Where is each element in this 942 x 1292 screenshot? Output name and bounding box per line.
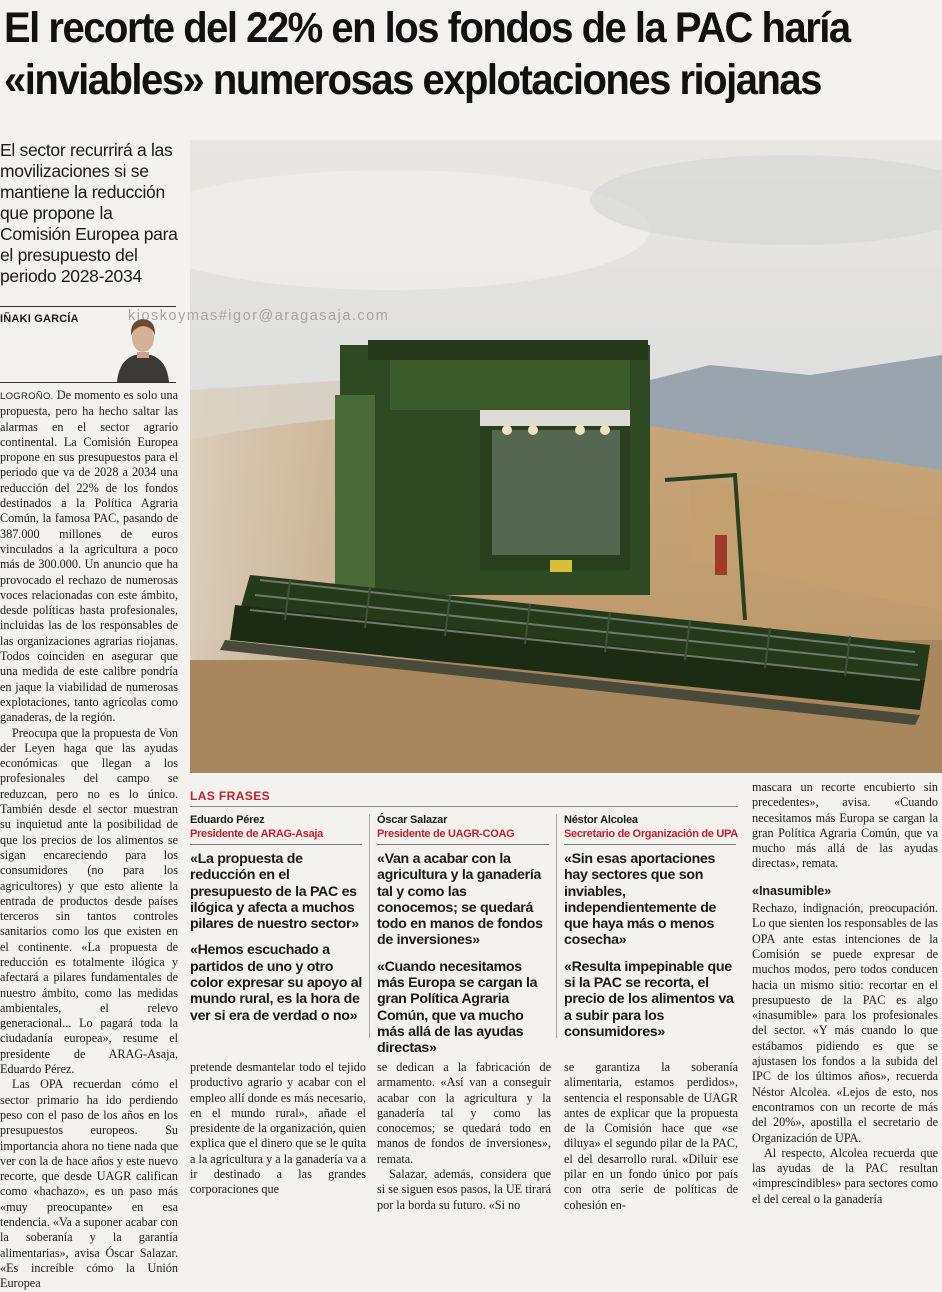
quote-text: «Hemos escuchado a partidos de uno y otro color expresar su apoyo al mundo rural, es la hora de ver si era de verdad o no» — [190, 942, 362, 1024]
body-paragraph — [0, 388, 178, 726]
body-paragraph: Al respecto, Alcolea recuerda que las ayudas de la PAC resultan «imprescindibles» para sectores como el del cereal o la ganadería — [752, 1145, 938, 1206]
body-paragraph: Salazar, además, considera que si se siguen esos pasos, la UE tirará por la borda su futuro. «Si no — [377, 1167, 551, 1212]
body-paragraph: mascara un recorte encubierto sin precedentes», avisa. «Cuando necesitamos más Europa se cargan la gran Política Agraria Común, que va mucho más allá de las ayudas directas», remata. — [752, 780, 938, 871]
quote-speaker-name: Óscar Salazar — [377, 814, 448, 826]
deck-subtitle: El sector recurrirá a las movilizaciones si se mantiene la reducción que propone la Comisión Europea para el presupuesto del periodo 2028-2034 — [0, 140, 178, 286]
divider — [0, 382, 176, 383]
headline — [4, 2, 934, 106]
body-paragraph: Preocupa que la propuesta de Von der Leyen haga que las ayudas económicas que llegan a los profesionales del campo se reduzcan, pero no es lo único. También desde el sector muestran su inquietud ante la posibilidad de que los precios de los alimentos se sigan encareciendo para los consumidores (no para los agricultores) y que esto aliente la entrada de productos desde países terceros sin tantos controles sanitarios como los que existen en el continente. «La propuesta de reducción es totalmente ilógica y afectará a pilares fundamentales de nuestro ámbito, como las medidas ambientales, el relevo generacional... Lo pagará toda la ciudadanía europea», resume el presidente de ARAG-Asaja, Eduardo Pérez. — [0, 725, 178, 1077]
body-paragraph: se dedican a la fabricación de armamento. «Así van a conseguir acabar con la agricultura y la ganadería tal y como las conocemos; se quedará todo en manos de fondos de inversiones», remata. — [377, 1060, 551, 1166]
headline-line-1: El recorte del 22% en los fondos de la PAC haría — [4, 4, 850, 52]
body-column-4 — [564, 1060, 738, 1213]
section-subhead: «Inasumible» — [752, 883, 832, 898]
quote-column-3 — [564, 814, 736, 1050]
harvester-photo — [190, 140, 942, 773]
divider — [556, 814, 557, 1038]
body-paragraph: Las OPA recuerdan cómo el sector primario ha ido perdiendo peso con el paso de los años en los presupuestos europeos. Su importancia ahora no tiene nada que ver con la de hace años y este nuevo recorte, que desde UAGR califican como «hachazo», es un paso más «muy preocupante» en esa tendencia. «Va a suponer acabar con la soberanía y la garantía alimentarias», avisa Óscar Salazar. «Es increíble cómo la Unión Europea — [0, 1077, 178, 1291]
quote-text: «Resulta impepinable que si la PAC se recorta, el precio de los alimentos va a subir para los consumidores» — [564, 958, 734, 1040]
quote-column-1 — [190, 814, 362, 1034]
author-byline: IÑAKI GARCÍA — [0, 313, 79, 325]
headline-line-2: «inviables» numerosas explotaciones riojanas — [4, 56, 821, 104]
body-column-2 — [190, 1060, 366, 1198]
body-paragraph: pretende desmantelar todo el tejido productivo agrario y acabar con el empleo allí donde es más necesario, en el mundo rural», añade el presidente de la organización, quien explica que el dinero que se le quita a la agricultura y a la ganadería va a ir destinado a las grandes corporaciones que — [190, 1060, 366, 1197]
paragraph-text: De momento es solo una propuesta, pero ha hecho saltar las alarmas en el sector agrario continental. La Comisión Europea propone en sus presupuestos para el periodo que va de 2028 a 2034 una reducción del 22% de los fondos destinados a la Política Agraria Común, la famosa PAC, pasando de 387.000 millones de euros vinculados a la agricultura a poco más de 300.000. Un anuncio que ha provocado el rechazo de numerosas voces relacionadas con este ámbito, desde políticas hasta profesionales, incluidas las de los responsables de las organizaciones agrarias riojanas. Todos coinciden en asegurar que una medida de este calibre pondría en jaque la viabilidad de numerosas explotaciones, tanto agrícolas como ganaderas, de la región. — [0, 388, 178, 725]
quote-text: «Cuando necesitamos más Europa se cargan la gran Política Agraria Común, que va mucho más allá de las ayudas directas» — [377, 958, 538, 1057]
body-column-3 — [377, 1060, 551, 1213]
quote-speaker-name: Néstor Alcolea — [564, 814, 638, 826]
body-column-5 — [752, 780, 938, 1207]
quote-text: «La propuesta de reducción en el presupuesto de la PAC es ilógica y afecta a muchos pilares de nuestro sector» — [190, 851, 359, 933]
body-paragraph: Rechazo, indignación, preocupación. Lo que sienten los responsables de las OPA ante estas intenciones de la Comisión se puede expresar de muchos modos, pero todos conducen hacia un mismo sitio: recortar en el presupuesto de la PAC es algo «inasumible» para los profesionales del sector. «Y más cuando lo que estábamos pidiendo es que se ajustasen los fondos a la subida del IPC de los últimos años», recuerda Néstor Alcolea. «Lejos de esto, nos encontramos con un recorte de más del 20%», apostilla el secretario de Organización de UPA. — [752, 901, 938, 1145]
quote-text: «Van a acabar con la agricultura y la ganadería tal y como las conocemos; se quedará todo en manos de fondos de inversiones» — [377, 851, 543, 949]
quote-speaker-role: Presidente de ARAG-Asaja — [190, 827, 362, 845]
quote-speaker-role: Secretario de Organización de UPA — [564, 827, 736, 845]
watermark-text: kioskoymas#igor@aragasaja.com — [128, 308, 390, 324]
divider — [369, 814, 370, 1038]
quote-text: «Sin esas aportaciones hay sectores que son inviables, independientemente de que haya más o menos cosecha» — [564, 851, 717, 949]
quote-speaker-role: Presidente de UAGR-COAG — [377, 827, 549, 845]
body-column-1 — [0, 388, 178, 1292]
dateline: LOGROÑO. — [0, 391, 54, 402]
body-paragraph: se garantiza la soberanía alimentaria, estamos perdidos», sentencia el responsable de UAGR antes de explicar que la propuesta de la Comisión hace que «se diluya» el segundo pilar de la PAC, el del desarrollo rural. «Diluir ese pilar en un fondo único por país con otra serie de políticas de cohesión en- — [564, 1060, 738, 1212]
divider — [190, 806, 738, 807]
divider — [0, 306, 176, 307]
quote-column-2 — [377, 814, 549, 1067]
quotes-section-title: LAS FRASES — [190, 789, 271, 803]
quote-speaker-name: Eduardo Pérez — [190, 814, 265, 826]
